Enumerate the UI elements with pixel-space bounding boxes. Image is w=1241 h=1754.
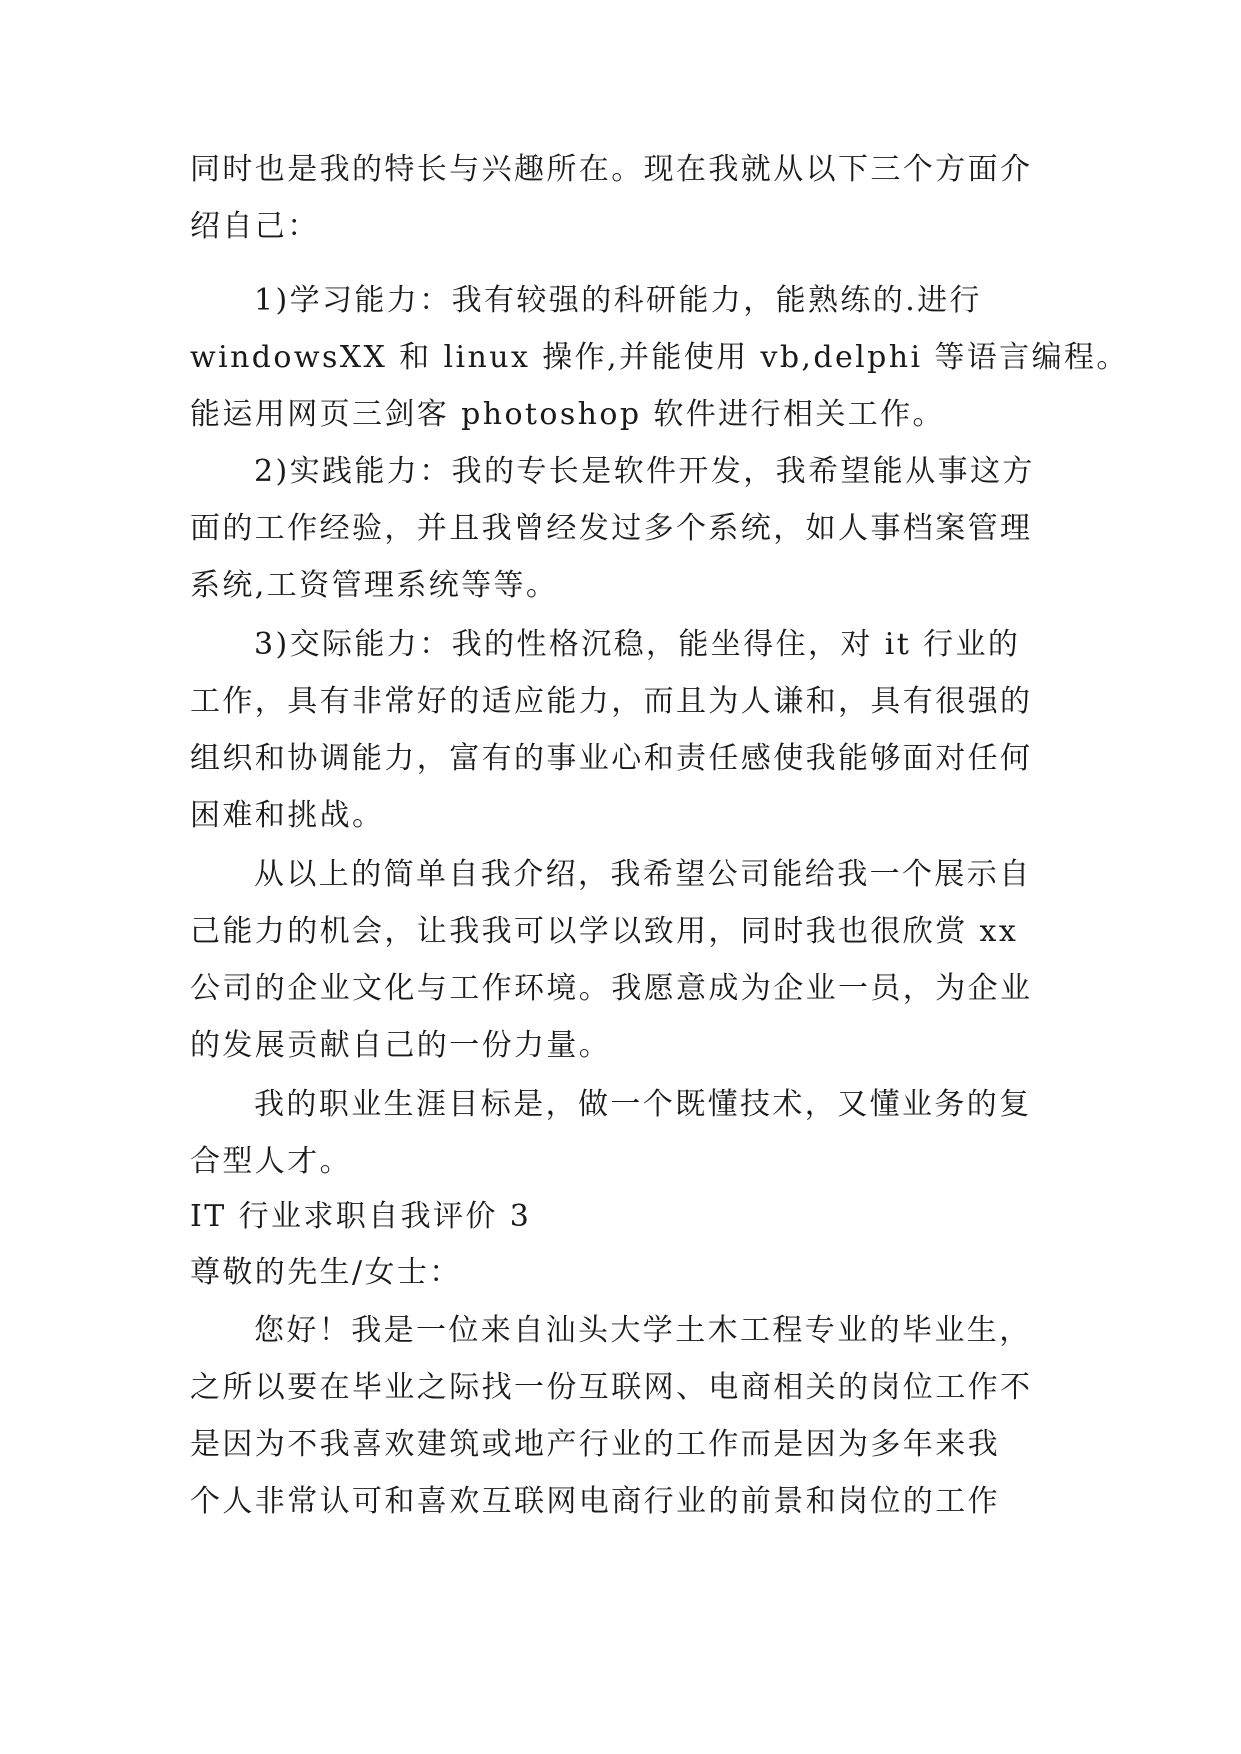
- text-line: 之所以要在毕业之际找一份互联网、电商相关的岗位工作不: [190, 1370, 1033, 1405]
- text-line: 从以上的简单自我介绍，我希望公司能给我一个展示自: [254, 857, 1032, 892]
- text-line: 我的职业生涯目标是，做一个既懂技术，又懂业务的复: [254, 1087, 1032, 1122]
- text-line: 3)交际能力：我的性格沉稳，能坐得住，对 it 行业的: [254, 627, 1021, 662]
- section-heading: IT 行业求职自我评价 3: [190, 1199, 532, 1234]
- text-line: 您好！我是一位来自汕头大学土木工程专业的毕业生，: [254, 1313, 1032, 1348]
- text-line: 2)实践能力：我的专长是软件开发，我希望能从事这方: [254, 454, 1035, 489]
- text-line: 工作，具有非常好的适应能力，而且为人谦和，具有很强的: [190, 684, 1033, 719]
- text-line: 个人非常认可和喜欢互联网电商行业的前景和岗位的工作: [190, 1484, 1000, 1519]
- text-line: 同时也是我的特长与兴趣所在。现在我就从以下三个方面介: [190, 152, 1033, 187]
- text-line: 是因为不我喜欢建筑或地产行业的工作而是因为多年来我: [190, 1427, 1000, 1462]
- text-line: 面的工作经验，并且我曾经发过多个系统，如人事档案管理: [190, 511, 1033, 546]
- text-line: 1)学习能力：我有较强的科研能力，能熟练的.进行: [254, 283, 982, 318]
- text-line: 的发展贡献自己的一份力量。: [190, 1028, 612, 1063]
- text-line: 组织和协调能力，富有的事业心和责任感使我能够面对任何: [190, 741, 1033, 776]
- text-line: 困难和挑战。: [190, 798, 385, 833]
- text-line: 己能力的机会，让我我可以学以致用，同时我也很欣赏 xx: [190, 914, 1019, 949]
- text-line: 合型人才。: [190, 1144, 352, 1179]
- text-line: 能运用网页三剑客 photoshop 软件进行相关工作。: [190, 397, 945, 432]
- text-line: windowsXX 和 linux 操作,并能使用 vb,delphi 等语言编程。: [190, 340, 1129, 375]
- text-line: 系统,工资管理系统等等。: [190, 568, 559, 603]
- text-line: 绍自己：: [190, 209, 320, 244]
- text-line: 公司的企业文化与工作环境。我愿意成为企业一员，为企业: [190, 971, 1033, 1006]
- salutation: 尊敬的先生/女士：: [190, 1255, 462, 1290]
